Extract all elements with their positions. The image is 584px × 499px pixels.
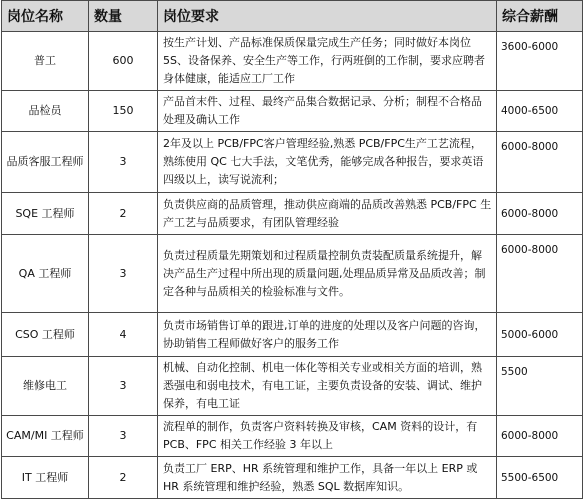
table-header-row [2, 1, 583, 32]
cell-count: 150 [89, 91, 158, 132]
cell-title: CAM/MI 工程师 [2, 416, 89, 457]
cell-title: IT 工程师 [2, 457, 89, 499]
table-row [2, 91, 583, 132]
header-salary: 综合薪酬 [497, 1, 583, 32]
cell-salary: 6000-8000 [497, 416, 583, 457]
cell-count: 4 [89, 313, 158, 357]
recruitment-table [1, 0, 583, 499]
table-row [2, 357, 583, 416]
cell-requirements: 2年及以上 PCB/FPC客户管理经验,熟悉 PCB/FPC生产工艺流程，熟练使用 QC 七大手法，文笔优秀，能够完成各种报告，要求英语四级以上，读写说流利； [158, 132, 497, 193]
table-row [2, 32, 583, 91]
cell-count: 2 [89, 193, 158, 235]
cell-title: 维修电工 [2, 357, 89, 416]
cell-salary: 6000-8000 [497, 193, 583, 235]
cell-count: 3 [89, 357, 158, 416]
cell-requirements: 按生产计划、产品标准保质保量完成生产任务；同时做好本岗位5S、设备保养、安全生产等工作，行两班倒的工作制，要求应聘者身体健康，能适应工厂工作 [158, 32, 497, 91]
header-title: 岗位名称 [2, 1, 89, 32]
cell-salary: 4000-6500 [497, 91, 583, 132]
cell-salary: 6000-8000 [497, 235, 583, 313]
table-row [2, 235, 583, 313]
cell-requirements: 负责工厂 ERP、HR 系统管理和维护工作，具备一年以上 ERP 或HR 系统管理和维护经验，熟悉 SQL 数据库知识。 [158, 457, 497, 499]
cell-title: CSO 工程师 [2, 313, 89, 357]
cell-requirements: 流程单的制作，负责客户资料转换及审核，CAM 资料的设计，有 PCB、FPC 相关工作经验 3 年以上 [158, 416, 497, 457]
cell-requirements: 产品首末件、过程、最终产品集合数据记录、分析；制程不合格品处理及确认工作 [158, 91, 497, 132]
cell-requirements: 负责市场销售订单的跟进,订单的进度的处理以及客户问题的咨询，协助销售工程师做好客户的服务工作 [158, 313, 497, 357]
cell-requirements: 负责过程质量先期策划和过程质量控制负责装配质量系统提升，解决产品生产过程中所出现的质量问题,处理品质异常及品质改善；制定各种与品质相关的检验标准与文件。 [158, 235, 497, 313]
table-row [2, 193, 583, 235]
cell-title: 品质客服工程师 [2, 132, 89, 193]
header-requirements: 岗位要求 [158, 1, 497, 32]
cell-salary: 6000-8000 [497, 132, 583, 193]
cell-title: 普工 [2, 32, 89, 91]
cell-title: QA 工程师 [2, 235, 89, 313]
cell-title: 品检员 [2, 91, 89, 132]
cell-salary: 5000-6000 [497, 313, 583, 357]
cell-count: 3 [89, 235, 158, 313]
table-row [2, 457, 583, 499]
cell-count: 3 [89, 416, 158, 457]
cell-count: 600 [89, 32, 158, 91]
cell-salary: 3600-6000 [497, 32, 583, 91]
table-row [2, 313, 583, 357]
cell-salary: 5500-6500 [497, 457, 583, 499]
table-row [2, 132, 583, 193]
table-row [2, 416, 583, 457]
cell-title: SQE 工程师 [2, 193, 89, 235]
cell-requirements: 负责供应商的品质管理，推动供应商端的品质改善熟悉 PCB/FPC 生产工艺与品质要求，有团队管理经验 [158, 193, 497, 235]
header-count: 数量 [89, 1, 158, 32]
cell-count: 3 [89, 132, 158, 193]
cell-salary: 5500 [497, 357, 583, 416]
cell-count: 2 [89, 457, 158, 499]
cell-requirements: 机械、自动化控制、机电一体化等相关专业或相关方面的培训，熟悉强电和弱电技术，有电工证，主要负责设备的安装、调试、维护保养，有电工证 [158, 357, 497, 416]
